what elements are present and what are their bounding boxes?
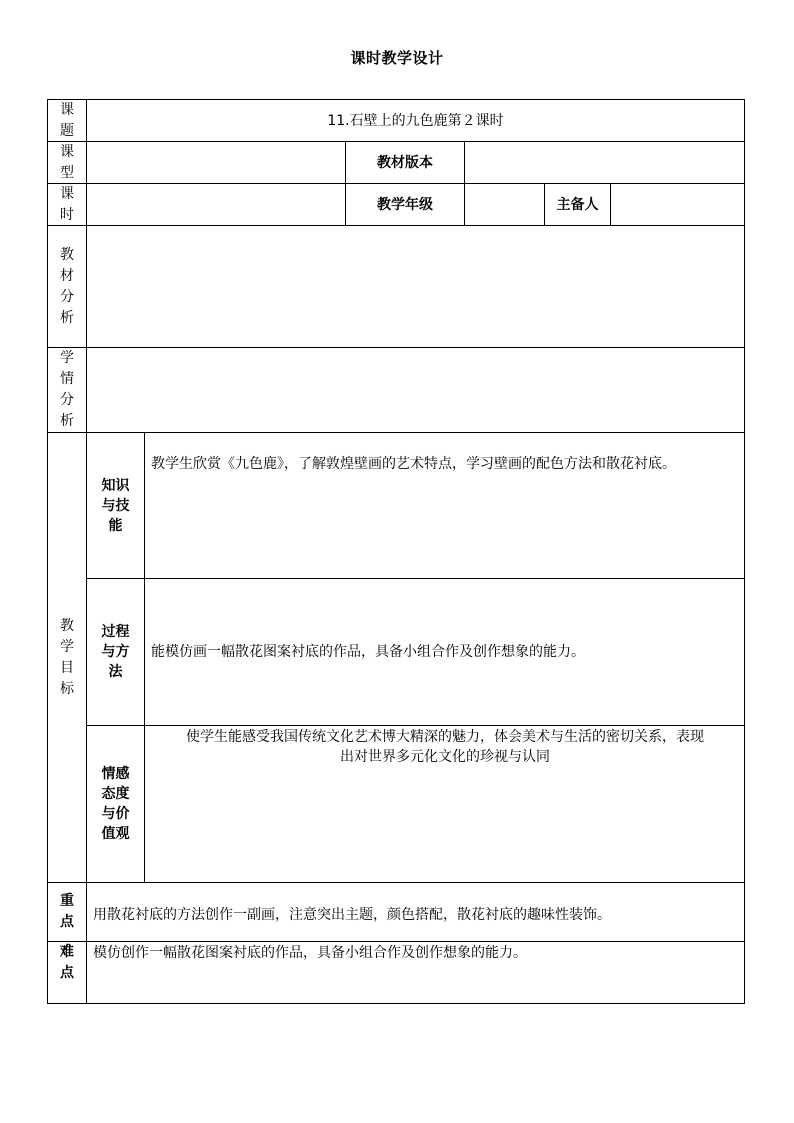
label-char: 分 bbox=[60, 288, 74, 305]
label-char: 课 bbox=[60, 143, 74, 160]
lead-preparer-value[interactable] bbox=[611, 184, 744, 225]
label-line: 过程 bbox=[101, 624, 130, 640]
emotion-values-line: 使学生能感受我国传统文化艺术博大精深的魅力，体会美术与生活的密切关系，表现 bbox=[186, 729, 704, 745]
textbook-version-value[interactable] bbox=[465, 142, 744, 183]
label-line: 能 bbox=[108, 517, 123, 534]
label-char: 析 bbox=[60, 309, 74, 326]
label-char: 难 bbox=[60, 944, 74, 960]
teaching-objectives-label bbox=[48, 433, 86, 882]
process-method-text[interactable]: 能模仿画一幅散花图案衬底的作品，具备小组合作及创作想象的能力。 bbox=[151, 644, 585, 660]
lesson-topic-label bbox=[48, 100, 86, 141]
student-analysis-value[interactable] bbox=[93, 353, 739, 427]
lesson-type-label bbox=[48, 142, 86, 183]
objective-row-divider bbox=[86, 725, 745, 726]
row-divider bbox=[47, 225, 745, 226]
label-char: 课 bbox=[60, 101, 74, 118]
table-border-right bbox=[744, 99, 745, 1004]
label-char: 析 bbox=[60, 413, 74, 429]
label-line: 与技 bbox=[101, 497, 130, 514]
lesson-type-value[interactable] bbox=[87, 142, 345, 183]
label-char: 时 bbox=[60, 206, 74, 223]
textbook-analysis-value[interactable] bbox=[93, 231, 739, 341]
process-method-label bbox=[87, 579, 144, 725]
document-title: 课时教学设计 bbox=[350, 49, 444, 67]
row-divider bbox=[47, 347, 745, 348]
label-line: 情感 bbox=[101, 766, 130, 782]
row-divider bbox=[47, 882, 745, 883]
key-points-label bbox=[48, 883, 86, 941]
label-char: 点 bbox=[60, 965, 74, 981]
label-char: 学 bbox=[60, 350, 74, 366]
label-line: 与价 bbox=[101, 806, 130, 822]
label-char: 教 bbox=[60, 246, 74, 263]
label-line: 态度 bbox=[101, 786, 130, 802]
teaching-grade-value[interactable] bbox=[465, 184, 544, 225]
difficult-points-label bbox=[48, 942, 86, 986]
key-points-text[interactable]: 用散花衬底的方法创作一副画，注意突出主题，颜色搭配，散花衬底的趣味性装饰。 bbox=[93, 907, 611, 923]
lesson-plan-table bbox=[47, 99, 745, 1004]
label-char: 型 bbox=[60, 164, 74, 181]
row-divider bbox=[47, 941, 745, 942]
label-char: 点 bbox=[60, 914, 74, 930]
label-char: 标 bbox=[60, 680, 74, 697]
label-char: 题 bbox=[60, 122, 74, 139]
lead-preparer-label: 主备人 bbox=[556, 196, 599, 213]
label-line: 值观 bbox=[101, 826, 130, 842]
row-divider bbox=[47, 432, 745, 433]
class-hours-label bbox=[48, 184, 86, 225]
label-char: 情 bbox=[60, 371, 74, 387]
label-char: 课 bbox=[60, 185, 74, 202]
label-char: 材 bbox=[60, 267, 74, 284]
knowledge-skills-label bbox=[87, 433, 144, 578]
label-char: 学 bbox=[60, 638, 74, 655]
emotion-values-text[interactable] bbox=[147, 727, 743, 767]
label-char: 教 bbox=[60, 617, 74, 634]
objective-sublabel-divider bbox=[144, 432, 145, 882]
lesson-topic-value[interactable]: 11.石壁上的九色鹿第２课时 bbox=[327, 112, 504, 129]
textbook-analysis-label bbox=[48, 226, 86, 347]
textbook-version-label: 教材版本 bbox=[377, 154, 433, 171]
difficult-points-text[interactable]: 模仿创作一幅散花图案衬底的作品，具备小组合作及创作想象的能力。 bbox=[93, 945, 527, 961]
class-hours-value[interactable] bbox=[87, 184, 345, 225]
teaching-grade-label: 教学年级 bbox=[377, 196, 433, 213]
objective-row-divider bbox=[86, 578, 745, 579]
table-border-bottom bbox=[47, 1003, 745, 1004]
label-line: 与方 bbox=[101, 644, 130, 660]
label-line: 法 bbox=[108, 664, 123, 680]
knowledge-skills-text[interactable]: 教学生欣赏《九色鹿》，了解敦煌壁画的艺术特点，学习壁画的配色方法和散花衬底。 bbox=[151, 456, 676, 472]
label-char: 目 bbox=[60, 659, 74, 676]
label-char: 重 bbox=[60, 893, 74, 909]
emotion-values-label bbox=[87, 726, 144, 882]
student-analysis-label bbox=[48, 348, 86, 432]
label-line: 知识 bbox=[101, 477, 130, 494]
label-char: 分 bbox=[60, 392, 74, 408]
emotion-values-line: 出对世界多元化文化的珍视与认同 bbox=[340, 749, 550, 765]
